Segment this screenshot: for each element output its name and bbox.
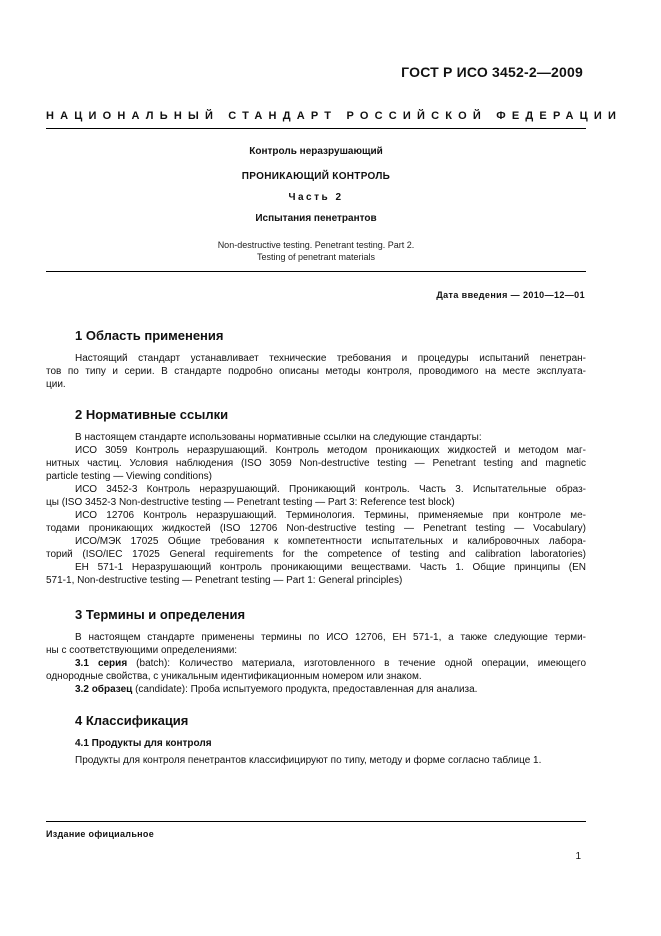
text-line: ИСО 3059 Контроль неразрушающий. Контроль методом проникающих жидкостей и методом маг-	[75, 445, 586, 456]
document-id: ГОСТ Р ИСО 3452-2—2009	[401, 64, 583, 80]
text-line: particle testing — Viewing conditions)	[46, 471, 213, 482]
title-english-line2: Testing of penetrant materials	[256, 252, 376, 262]
title-subject: Контроль неразрушающий	[249, 146, 383, 157]
term-2-number: 3.2	[75, 684, 89, 695]
text-line: ИСО 12706 Контроль неразрушающий. Терминология. Термины, применяемые при контроле ме-	[75, 510, 586, 521]
section-4-1-text	[46, 754, 586, 767]
text-line: ИСО/МЭК 17025 Общие требования к компетентности испытательных и калибровочных лабора-	[75, 536, 586, 547]
title-rule	[46, 271, 586, 272]
text-line: 571-1, Non-destructive testing — Penetrant testing — Part 1: General principles)	[46, 575, 403, 586]
official-edition-label: Издание официальное	[46, 829, 155, 839]
text-line: В настоящем стандарте применены термины по ИСО 12706, ЕН 571-1, а также следующие терми-	[75, 632, 586, 643]
text-line: ИСО 3452-3 Контроль неразрушающий. Проникающий контроль. Часть 3. Испытательные образ-	[75, 484, 586, 495]
section-3-text	[46, 631, 586, 696]
text-line: ции.	[46, 379, 66, 390]
national-standard-banner: НАЦИОНАЛЬНЫЙ СТАНДАРТ РОССИЙСКОЙ ФЕДЕРАЦИИ	[46, 110, 623, 122]
text-line: ны с соответствующими определениями:	[46, 645, 238, 656]
section-4-1-heading: 4.1 Продукты для контроля	[75, 738, 212, 749]
page-number: 1	[575, 851, 581, 862]
term-2-name: образец	[91, 684, 133, 695]
term-1	[46, 657, 586, 670]
title-subtitle: Испытания пенетрантов	[255, 213, 377, 224]
section-2-heading: 2 Нормативные ссылки	[75, 407, 229, 422]
term-2-definition: (candidate): Проба испытуемого продукта, предоставленная для анализа.	[132, 684, 478, 695]
text-line: Настоящий стандарт устанавливает технические требования и процедуры испытаний пенетран-	[75, 353, 586, 364]
term-1-number: 3.1	[75, 658, 89, 669]
section-1-heading: 1 Область применения	[75, 328, 224, 343]
text-line: тодами проникающих жидкостей (ISO 12706 Non-destructive testing — Penetrant testing — Vocabulary)	[46, 523, 586, 534]
section-2-text	[46, 431, 586, 587]
text-line: цы (ISO 3452-3 Non-destructive testing — Penetrant testing — Part 3: Reference test block)	[46, 497, 455, 508]
section-1-text	[46, 352, 586, 391]
text-line: ЕН 571-1 Неразрушающий контроль проникающими веществами. Часть 1. Общие принципы (EN	[75, 562, 586, 573]
term-2	[46, 683, 586, 696]
section-4-heading: 4 Классификация	[75, 713, 189, 728]
header-rule	[46, 128, 586, 129]
term-1-name: серия	[97, 658, 128, 669]
title-part: Часть 2	[288, 192, 344, 203]
introduction-date: Дата введения — 2010—12—01	[436, 290, 585, 300]
text-line: В настоящем стандарте использованы нормативные ссылки на следующие стандарты:	[75, 432, 482, 443]
title-english-line1: Non-destructive testing. Penetrant testing. Part 2.	[217, 240, 415, 250]
title-main: ПРОНИКАЮЩИЙ КОНТРОЛЬ	[241, 171, 391, 182]
title-english	[46, 239, 586, 263]
term-1-definition: (batch): Количество материала, изготовленного в течение одной операции, имеющего	[127, 658, 586, 669]
footer-rule	[46, 821, 586, 822]
section-3-heading: 3 Термины и определения	[75, 607, 246, 622]
text-line: тов по типу и серии. В стандарте подробно описаны методы контроля, проводимого на месте эксплуата-	[46, 366, 586, 377]
text-line: однородные свойства, с уникальным идентификационным номером или знаком.	[46, 671, 422, 682]
text-line: Продукты для контроля пенетрантов классифицируют по типу, методу и форме согласно таблице 1.	[75, 755, 542, 766]
text-line: торий (ISO/IEC 17025 General requirements for the competence of testing and calibration laboratories)	[46, 549, 586, 560]
text-line: нитных частиц. Условия наблюдения (ISO 3059 Non-destructive testing — Penetrant testing and magnetic	[46, 458, 586, 469]
